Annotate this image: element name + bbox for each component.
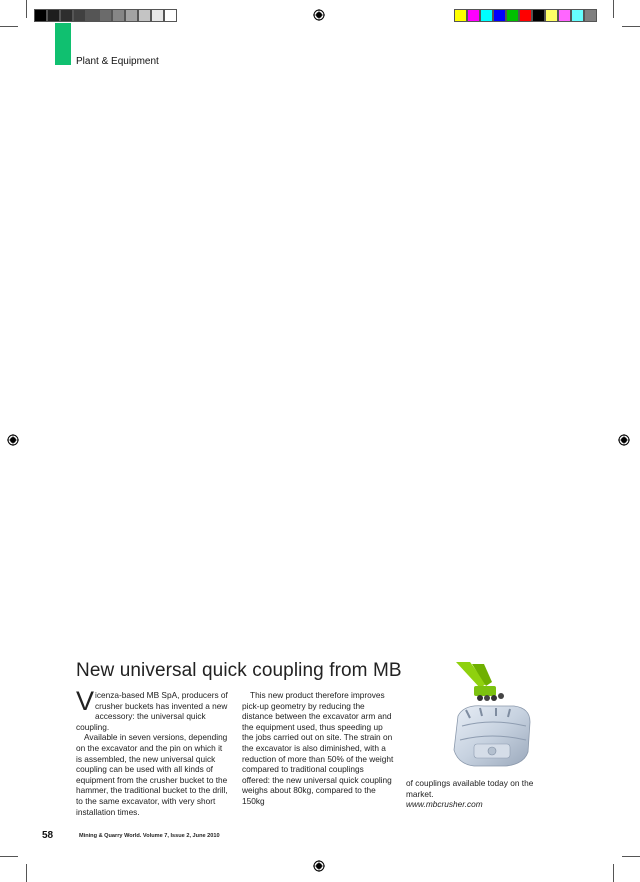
registration-mark-icon — [313, 9, 325, 21]
colour-swatch — [480, 9, 493, 22]
crop-mark — [622, 856, 640, 857]
colour-swatch — [138, 9, 151, 22]
colour-swatch — [125, 9, 138, 22]
page-number: 58 — [42, 830, 54, 841]
colour-swatch — [112, 9, 125, 22]
colour-swatch — [73, 9, 86, 22]
lead-paragraph-text: icenza-based MB SpA, producers of crusher buckets has invented a new accessory: the universal quick coupling. — [76, 690, 228, 732]
grey-colour-bar — [34, 9, 177, 22]
article-column-2 — [242, 690, 394, 807]
article-column-1 — [76, 686, 228, 817]
colour-swatch — [519, 9, 532, 22]
colour-swatch — [558, 9, 571, 22]
lead-paragraph — [76, 686, 228, 732]
crop-mark — [26, 0, 27, 18]
body-paragraph: This new product therefore improves pick-up geometry by reducing the distance between the excavator arm and the equipment used, thus speeding up the jobs carried out on site. The strain on the excavator is also diminished, with a reduction of more than 50% of the weight compared to traditional couplings offered: the new universal quick coupling weighs about 80kg, compared to the 150kg — [242, 690, 394, 806]
article-headline: New universal quick coupling from MB — [76, 660, 402, 681]
body-paragraph: of couplings available today on the market. — [406, 778, 534, 799]
crop-mark — [26, 864, 27, 882]
body-paragraph: Available in seven versions, depending on the excavator and the pin on which it is assembled, the new universal quick coupling can be used with all kinds of equipment from the crusher bucket to the hammer, the traditional bucket to the drill, to the same excavator, with very short installation times. — [76, 732, 228, 817]
registration-mark-icon — [618, 434, 630, 446]
website-link[interactable]: www.mbcrusher.com — [406, 799, 483, 810]
registration-mark-icon — [7, 434, 19, 446]
quick-coupling-product-image — [444, 660, 538, 772]
drop-cap: V — [76, 686, 95, 716]
crop-mark — [613, 0, 614, 18]
colour-swatch — [60, 9, 73, 22]
colour-swatch — [164, 9, 177, 22]
colour-swatch — [571, 9, 584, 22]
process-colour-bar — [454, 9, 597, 22]
section-tab — [55, 23, 71, 65]
crop-mark — [622, 26, 640, 27]
colour-swatch — [545, 9, 558, 22]
publication-info: Mining & Quarry World. Volume 7, Issue 2, June 2010 — [79, 833, 220, 839]
colour-swatch — [493, 9, 506, 22]
registration-mark-icon — [313, 860, 325, 872]
colour-swatch — [99, 9, 112, 22]
colour-swatch — [86, 9, 99, 22]
colour-swatch — [47, 9, 60, 22]
crop-mark — [0, 856, 18, 857]
crop-mark — [0, 26, 18, 27]
crop-mark — [613, 864, 614, 882]
section-label: Plant & Equipment — [76, 56, 159, 67]
article-column-3 — [406, 778, 556, 810]
colour-swatch — [532, 9, 545, 22]
colour-swatch — [454, 9, 467, 22]
colour-swatch — [467, 9, 480, 22]
colour-swatch — [584, 9, 597, 22]
colour-swatch — [151, 9, 164, 22]
colour-swatch — [506, 9, 519, 22]
colour-swatch — [34, 9, 47, 22]
